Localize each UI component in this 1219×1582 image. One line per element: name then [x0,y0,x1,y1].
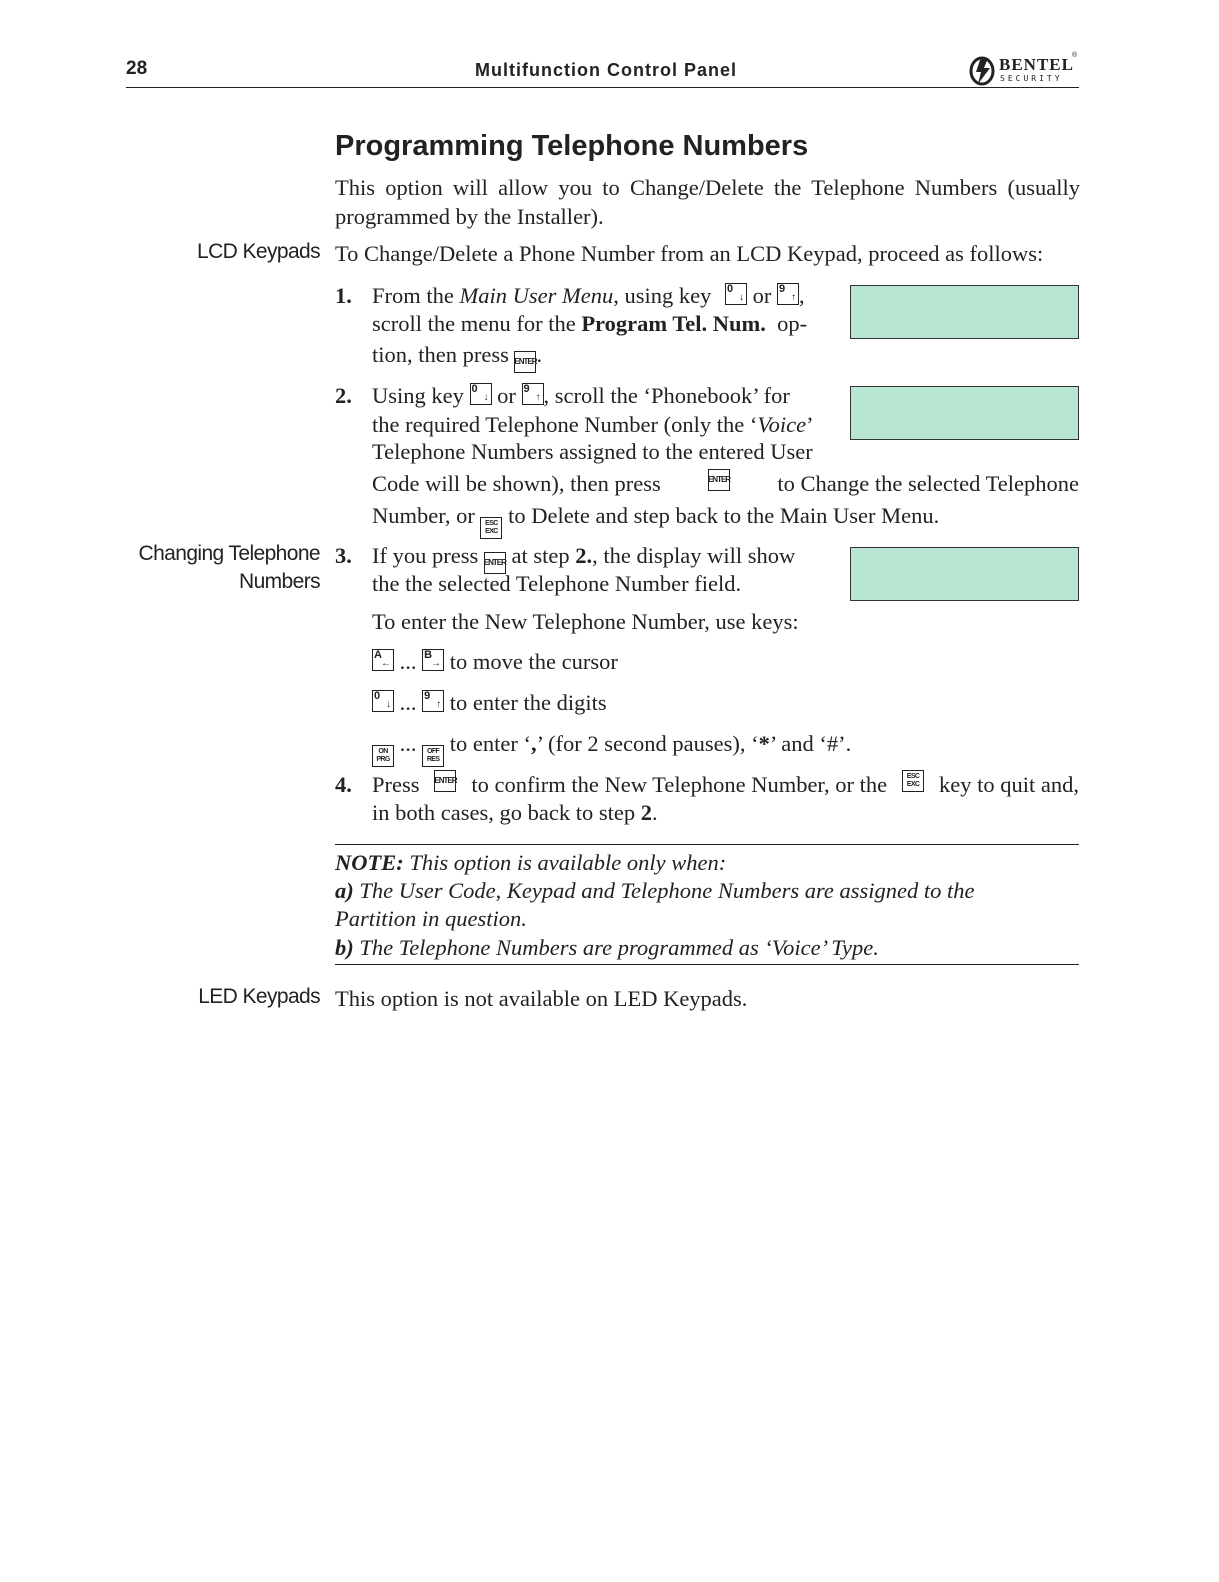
step-1-number: 1. [335,283,352,308]
led-text: This option is not available on LED Keypads. [335,986,748,1011]
margin-label-led-keypads: LED Keypads [198,985,320,1008]
enter-key-icon: ENTER [484,552,506,574]
step-2-line-1: Using key 0 ↓ or 9 ↑ , scroll the ‘Phonebook’ for [372,383,790,408]
margin-label-lcd-keypads: LCD Keypads [197,240,320,263]
note-line-b: b) The Telephone Numbers are programmed as ‘Voice’ Type. [335,935,879,960]
step-3-line-1: If you press ENTER at step 2., the display will show [372,541,795,574]
step-2-line-4: Code will be shown), then press ENTER to Change the selected Telephone [372,471,1079,496]
step-2-line-2: the required Telephone Number (only the ‘Voice’ [372,412,814,437]
lcd-display-2-line-1 [854,438,1075,440]
key-9-up-icon: 9 ↑ [777,283,799,305]
key-0-down-icon: 0 ↓ [372,690,394,712]
step-3-keys-intro: To enter the New Telephone Number, use keys: [372,609,799,634]
lcd-display-3 [850,547,1079,601]
note-line-1: NOTE: This option is available only when: [335,850,727,875]
key-b-right-icon: B → [422,649,444,671]
esc-exc-key-icon: ESC EXC [480,517,502,539]
logo-subtext: SECURITY [1000,74,1063,83]
step-3-number: 3. [335,543,352,568]
key-0-down-icon: 0 ↓ [470,383,492,405]
key-9-up-icon: 9 ↑ [522,383,544,405]
step-1-line-3: tion, then press ENTER . [372,340,542,373]
step-3-line-2: the the selected Telephone Number field. [372,571,742,596]
bentel-logo [968,54,1080,88]
note-line-a: a) The User Code, Keypad and Telephone Numbers are assigned to the [335,878,975,903]
step-2-line-3: Telephone Numbers assigned to the entered User [372,439,813,464]
step-2-line-5: Number, or ESC EXC to Delete and step back to the Main User Menu. [372,501,939,539]
logo-text: BENTEL [999,55,1074,74]
registered-mark: ® [1072,52,1078,59]
keys-digits-line: 0 ↓ ... 9 ↑ to enter the digits [374,690,607,715]
intro-line-1: This option will allow you to Change/Delete the Telephone Numbers (usually [335,175,1080,200]
margin-label-changing-2: Numbers [239,570,320,593]
esc-exc-key-icon: ESC EXC [902,770,924,792]
enter-key-icon: ENTER [434,770,456,792]
key-a-left-icon: A ← [372,649,394,671]
key-0-down-icon: 0 ↓ [725,283,747,305]
margin-label-changing-1: Changing Telephone [138,542,320,565]
key-9-up-icon: 9 ↑ [422,690,444,712]
lcd-display-3-line-1 [854,599,1075,601]
lcd-display-1-line-1 [854,337,1075,339]
section-heading: Programming Telephone Numbers [335,130,809,162]
lcd-intro: To Change/Delete a Phone Number from an LCD Keypad, proceed as follows: [335,241,1044,266]
header-title: Multifunction Control Panel [475,60,737,80]
step-2-number: 2. [335,383,352,408]
note-line-a2: Partition in question. [335,906,527,931]
off-res-key-icon: OFF RES [422,745,444,767]
step-1-line-1: From the Main User Menu, using key 0 ↓ or 9 ↑ , [372,283,805,308]
keys-pause-line: ON PRG ... OFF RES to enter ‘,’ (for 2 second pauses), ‘*’ and ‘#’. [372,729,851,767]
bentel-logo-icon [968,54,998,86]
lcd-display-2 [850,386,1079,440]
step-4-line-2: in both cases, go back to step 2. [372,800,658,825]
enter-key-icon: ENTER [514,351,536,373]
keys-cursor-line: A ← ... B → to move the cursor [374,649,618,674]
step-4-number: 4. [335,772,352,797]
on-prg-key-icon: ON PRG [372,745,394,767]
lcd-display-1 [850,285,1079,339]
page-number: 28 [126,58,148,79]
header-rule [126,87,1079,88]
step-1-line-2: scroll the menu for the Program Tel. Num. op- [372,311,808,336]
intro-line-2: programmed by the Installer). [335,204,604,229]
note-bottom-rule [335,964,1079,965]
step-4-line-1: Press ENTER to confirm the New Telephone Number, or the ESC EXC key to quit and, [372,772,1079,797]
note-top-rule [335,844,1079,845]
enter-key-icon: ENTER [708,469,730,491]
